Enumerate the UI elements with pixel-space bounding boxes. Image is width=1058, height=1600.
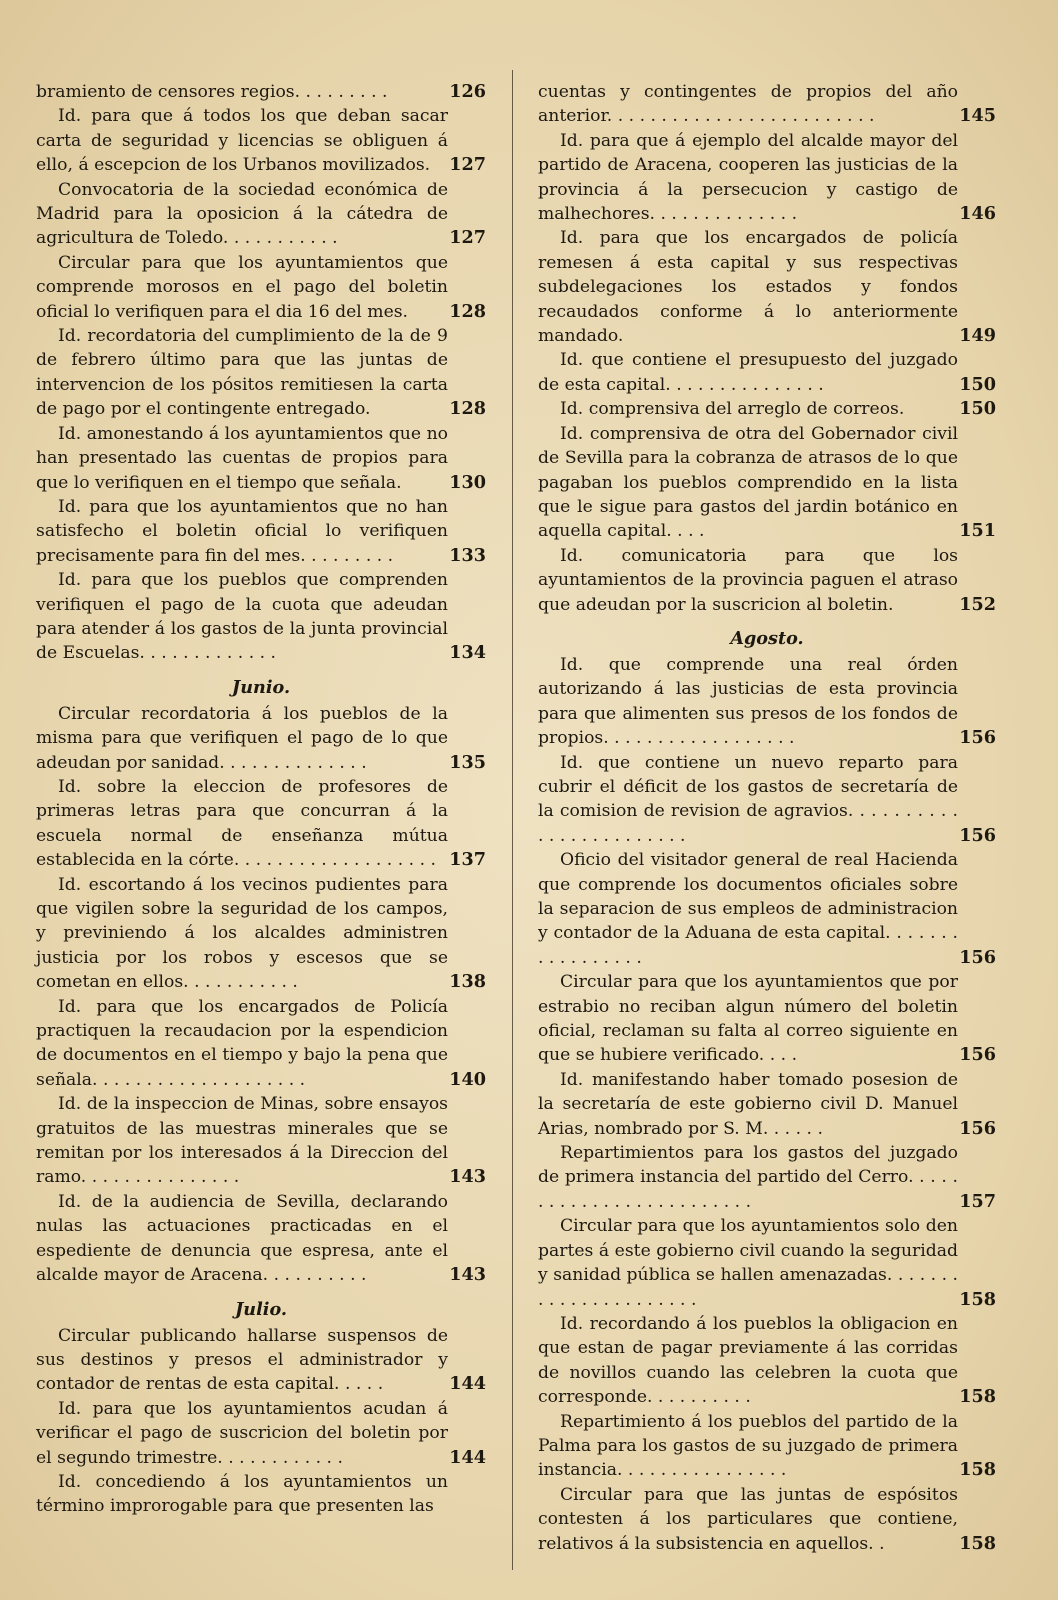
entry-page-number: 146 (959, 203, 996, 225)
entry-page-number: 128 (449, 398, 486, 420)
entry-text: Id. para que los ayuntamientos que no han satisfecho el boletin oficial lo verifiquen precisamente para fin del mes. . . . . . . . . (36, 496, 448, 566)
index-entry (538, 1312, 996, 1410)
entry-page-number: 158 (959, 1459, 996, 1481)
entry-page-number: 127 (449, 154, 486, 176)
entry-page-number: 127 (449, 227, 486, 249)
month-heading: Agosto. (730, 627, 804, 649)
index-entry (538, 422, 996, 544)
index-entry (36, 251, 486, 324)
index-entry (538, 80, 996, 129)
month-heading: Julio. (234, 1298, 288, 1320)
entry-text: Id. recordando á los pueblos la obligacion en que estan de pagar previamente á las corridas de novillos cuando las celebren la cuota que corresponde. . . . . . . . . . (538, 1313, 958, 1408)
entry-page-number: 150 (959, 398, 996, 420)
entry-text: Repartimiento á los pueblos del partido de la Palma para los gastos de su juzgado de primera instancia. . . . . . . . . . . . . . . . (538, 1411, 958, 1481)
entry-text: cuentas y contingentes de propios del año anterior. . . . . . . . . . . . . . . . . . . . . . . . . (538, 82, 958, 127)
entry-page-number: 157 (959, 1190, 996, 1212)
entry-page-number: 143 (449, 1264, 486, 1286)
entry-page-number: 128 (449, 300, 486, 322)
index-entry (36, 495, 486, 568)
entry-text: Circular para que los ayuntamientos que comprende morosos en el pago del boletin oficial lo verifiquen para el dia 16 del mes. (36, 252, 448, 322)
entry-text: Circular publicando hallarse suspensos de sus destinos y presos el administrador y contador de rentas de esta capital. . . . . (36, 1325, 448, 1395)
entry-page-number: 145 (959, 105, 996, 127)
index-entry (36, 702, 486, 775)
entry-text: Id. para que los ayuntamientos acudan á verificar el pago de suscricion del boletin por el segundo trimestre. . . . . . . . . . . . (36, 1398, 448, 1468)
entry-text: Convocatoria de la sociedad económica de Madrid para la oposicion á la cátedra de agricultura de Toledo. . . . . . . . . . . (36, 179, 448, 249)
index-entry (538, 1214, 996, 1312)
entry-text: Id. concediendo á los ayuntamientos un término improrogable para que presenten las (36, 1471, 448, 1517)
entry-page-number: 134 (449, 642, 486, 664)
entry-page-number: 133 (449, 544, 486, 566)
entry-page-number: 126 (449, 81, 486, 102)
index-entry (538, 397, 996, 421)
index-entry (36, 80, 486, 104)
entry-text: Id. amonestando á los ayuntamientos que no han presentado las cuentas de propios para que lo verifiquen en el tiempo que señala. (36, 423, 448, 493)
entry-text: Id. comprensiva del arreglo de correos. (560, 399, 905, 420)
index-entry (36, 324, 486, 422)
right-column (538, 80, 996, 1556)
index-entry (36, 1190, 486, 1288)
entry-text: Oficio del visitador general de real Hacienda que comprende los documentos oficiales sobre la separacion de sus empleos de administracion y contador de la Aduana de esta capital. . . . . . . . . . . . . . . . . (538, 850, 958, 968)
index-entry (36, 104, 486, 177)
entry-text: Id. que contiene el presupuesto del juzgado de esta capital. . . . . . . . . . . . . . . (538, 350, 958, 395)
entry-text: Id. de la inspeccion de Minas, sobre ensayos gratuitos de las muestras minerales que se remitan por los interesados á la Direccion del ramo. . . . . . . . . . . . . . . (36, 1094, 448, 1188)
entry-page-number: 158 (959, 1532, 996, 1554)
column-divider (512, 70, 513, 1570)
entry-text: Id. para que á ejemplo del alcalde mayor del partido de Aracena, cooperen las justicias de la provincia á la persecucion y castigo de malhechores. . . . . . . . . . . . . . (538, 130, 958, 225)
index-entry (36, 1092, 486, 1190)
entry-page-number: 135 (449, 751, 486, 773)
index-entry (538, 970, 996, 1068)
index-entry (36, 775, 486, 873)
entry-text: Id. de la audiencia de Sevilla, declarando nulas las actuaciones practicadas en el espediente de denuncia que espresa, ante el alcalde mayor de Aracena. . . . . . . . . . (36, 1191, 448, 1286)
index-entry (538, 1068, 996, 1141)
entry-text: Circular para que los ayuntamientos solo den partes á este gobierno civil cuando la seguridad y sanidad pública se hallen amenazadas. . . . . . . . . . . . . . . . . . . . . . (538, 1216, 958, 1310)
entry-page-number: 158 (959, 1386, 996, 1408)
entry-text: Circular para que los ayuntamientos que por estrabio no reciban algun número del boletin oficial, reclaman su falta al correo siguiente en que se hubiere verificado. . . . (538, 972, 958, 1066)
index-entry (36, 1324, 486, 1397)
entry-page-number: 137 (449, 849, 486, 871)
index-entry (538, 226, 996, 348)
entry-text: Id. que contiene un nuevo reparto para cubrir el déficit de los gastos de secretaría de la comision de revision de agravios. . . . . . . . . . . . . . . . . . . . . . . . (538, 752, 958, 846)
index-entry (538, 544, 996, 617)
index-entry (36, 422, 486, 495)
entry-text: Id. comunicatoria para que los ayuntamientos de la provincia paguen el atraso que adeudan por la suscricion al boletin. (538, 545, 958, 615)
index-entry (538, 1483, 996, 1556)
entry-text: Repartimientos para los gastos del juzgado de primera instancia del partido del Cerro. . . . . . . . . . . . . . . . . . . . . . . . . (538, 1143, 958, 1212)
entry-page-number: 149 (959, 325, 996, 347)
entry-page-number: 130 (449, 471, 486, 493)
entry-page-number: 144 (449, 1446, 486, 1468)
index-entry (36, 1470, 486, 1519)
index-entry (538, 653, 996, 751)
index-entry (538, 1410, 996, 1483)
entry-text: Id. sobre la eleccion de profesores de primeras letras para que concurran á la escuela normal de enseñanza mútua establecida en la córte. . . . . . . . . . . . . . . . . . . (36, 776, 448, 871)
index-entry (36, 995, 486, 1093)
index-entry (36, 568, 486, 666)
entry-page-number: 144 (449, 1373, 486, 1395)
index-entry (36, 873, 486, 995)
entry-page-number: 138 (449, 971, 486, 993)
entry-text: Id. que comprende una real órden autorizando á las justicias de esta provincia para que alimenten sus presos de los fondos de propios. . . . . . . . . . . . . . . . . . (538, 654, 958, 749)
entry-page-number: 152 (959, 593, 996, 615)
entry-page-number: 156 (959, 1117, 996, 1139)
entry-text: bramiento de censores regios. . . . . . . . . (36, 82, 388, 102)
entry-page-number: 158 (959, 1288, 996, 1310)
entry-text: Circular recordatoria á los pueblos de la misma para que verifiquen el pago de lo que adeudan por sanidad. . . . . . . . . . . . . . (36, 703, 448, 773)
entry-page-number: 156 (959, 946, 996, 968)
entry-text: Id. recordatoria del cumplimiento de la de 9 de febrero último para que las juntas de intervencion de los pósitos remitiesen la carta de pago por el contingente entregado. (36, 326, 448, 420)
index-entry (538, 848, 996, 970)
index-entry (36, 178, 486, 251)
month-heading: Junio. (231, 676, 291, 698)
entry-page-number: 140 (449, 1068, 486, 1090)
entry-text: Id. para que los encargados de Policía practiquen la recaudacion por la espendicion de documentos en el tiempo y bajo la pena que señala. . . . . . . . . . . . . . . . . . . . (36, 996, 448, 1090)
index-entry (538, 129, 996, 227)
entry-text: Circular para que las juntas de espósitos contesten á los particulares que contiene, relativos á la subsistencia en aquellos. . (538, 1484, 958, 1554)
index-entry (538, 751, 996, 849)
entry-page-number: 156 (959, 727, 996, 749)
entry-text: Id. para que los encargados de policía remesen á esta capital y sus respectivas subdelegaciones los estados y fondos recaudados conforme á lo anteriormente mandado. (538, 228, 958, 347)
entry-page-number: 151 (959, 520, 996, 542)
entry-page-number: 156 (959, 824, 996, 846)
entry-text: Id. manifestando haber tomado posesion de la secretaría de este gobierno civil D. Manuel Arias, nombrado por S. M. . . . . . (538, 1069, 958, 1139)
index-entry (538, 348, 996, 397)
index-entry (538, 1141, 996, 1214)
entry-text: Id. para que á todos los que deban sacar carta de seguridad y licencias se obliguen á ello, á escepcion de los Urbanos movilizados. (36, 106, 448, 176)
entry-page-number: 150 (959, 373, 996, 395)
entry-text: Id. para que los pueblos que comprenden verifiquen el pago de la cuota que adeudan para atender á los gastos de la junta provincial de Escuelas. . . . . . . . . . . . . (36, 570, 448, 664)
index-entry (36, 1397, 486, 1470)
entry-page-number: 156 (959, 1044, 996, 1066)
entry-text: Id. comprensiva de otra del Gobernador civil de Sevilla para la cobranza de atrasos de lo que pagaban los pueblos comprendido en la lista que le sigue para gastos del jardin botánico en aquella capital. . . . (538, 423, 958, 542)
left-column (36, 80, 486, 1519)
entry-page-number: 143 (449, 1166, 486, 1188)
entry-text: Id. escortando á los vecinos pudientes para que vigilen sobre la seguridad de los campos, y previniendo á los alcaldes administren justicia por los robos y escesos que se cometan en ellos. . . . . . . . . . . (36, 874, 448, 993)
